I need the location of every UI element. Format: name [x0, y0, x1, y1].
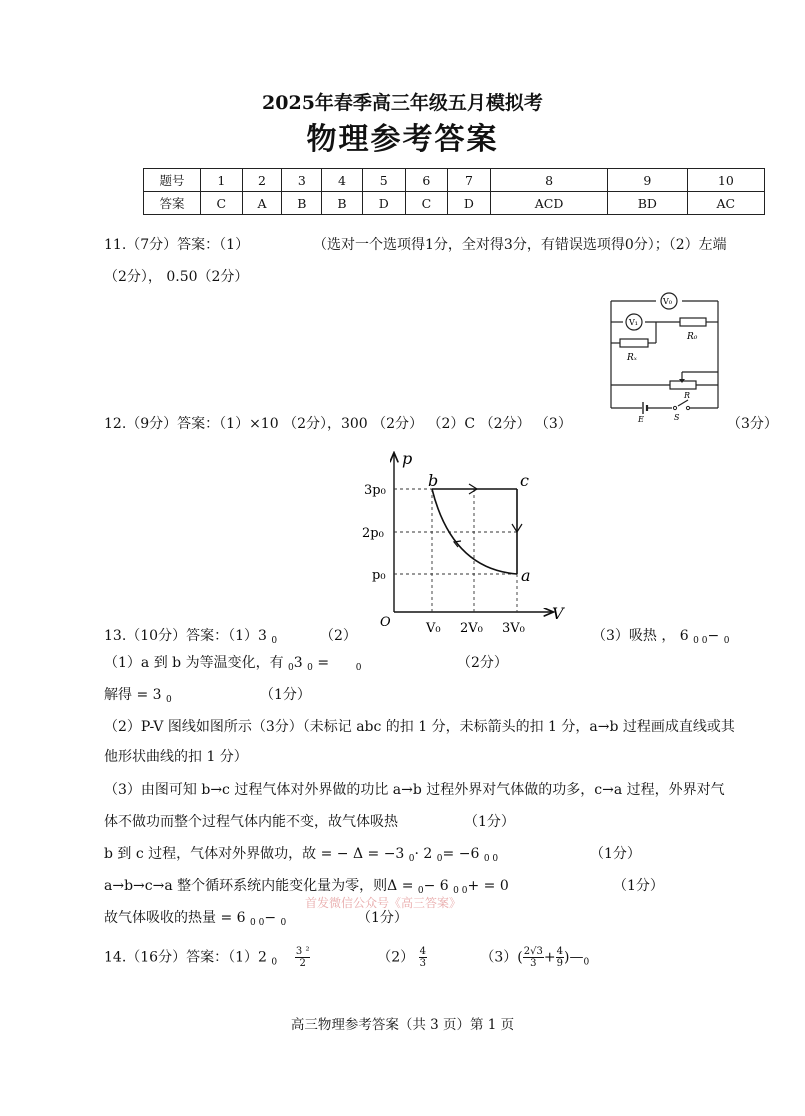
r0-label: R₀: [687, 332, 698, 342]
q13-line8: b 到 c 过程，气体对外界做功，故 = − Δ = −3 $_0$· 2 $_0$= −6 $_{0 0}$: [104, 846, 499, 864]
q13-line6: （3）由图可知 b→c 过程气体对外界做的功比 a→b 过程外界对气体做的功多，c→a 过程，外界对气: [104, 782, 725, 798]
s-label: S: [674, 413, 680, 422]
v0-label: V₀: [663, 297, 672, 306]
q13-line3-score: （1分）: [260, 687, 311, 703]
q13-line7: 体不做功而整个过程气体内能不变，故气体吸热: [104, 814, 398, 830]
q14-fraction-1: $\frac{\text{3 ²}}{2}$: [295, 946, 310, 969]
q11-line1-b: （选对一个选项得1分，全对得3分，有错误选项得0分）；（2）左端: [313, 237, 727, 253]
x-tick-v0: V₀: [426, 621, 441, 636]
point-b-label: b: [428, 471, 439, 490]
q13-line2-score: （2分）: [457, 655, 508, 671]
table-row: [144, 192, 765, 215]
table-cell: C: [201, 192, 243, 215]
q14-fraction-3: $\frac{2√3}{3}$: [523, 946, 543, 969]
table-cell: 4: [322, 169, 362, 192]
table-cell: D: [447, 192, 490, 215]
title-line-2: 物理参考答案: [306, 122, 499, 157]
pv-graph: [352, 444, 577, 639]
q13-line2: （1）a 到 b 为等温变化，有 $_0$3 $_0$ = $_0$: [104, 655, 362, 673]
point-c-label: c: [520, 471, 529, 490]
rheostat-icon: [670, 381, 696, 389]
table-cell: 9: [607, 169, 687, 192]
q13-line10: 故气体吸收的热量 = 6 $_{0 0}$− $_0$: [104, 910, 287, 928]
x-tick-3v0: 3V₀: [502, 621, 525, 636]
table-header-number: 题号: [144, 169, 201, 192]
table-row: [144, 169, 765, 192]
q13-line3: 解得 = 3 $_0$: [104, 687, 172, 705]
q14-fraction-2: $\frac{4}{3}$: [419, 946, 426, 969]
origin-label: O: [380, 615, 391, 630]
table-cell: 8: [491, 169, 608, 192]
q13-line1-c: （3）吸热 ， 6 $_{0 0}$− $_0$: [592, 628, 730, 646]
table-cell: B: [322, 192, 362, 215]
y-tick-3p0: 3p₀: [364, 483, 386, 498]
circuit-diagram: [598, 286, 728, 426]
page-footer: 高三物理参考答案（共 3 页）第 1 页: [290, 1017, 515, 1033]
y-tick-p0: p₀: [372, 568, 386, 583]
q14-fraction-4: $\frac{4}{9}$: [556, 946, 563, 969]
v1-label: V₁: [629, 318, 638, 327]
grid-lines: [394, 489, 517, 612]
table-cell: A: [242, 192, 282, 215]
y-tick-2p0: 2p₀: [362, 526, 384, 541]
y-axis-label: p: [402, 449, 413, 468]
table-cell: 2: [242, 169, 282, 192]
table-cell: 6: [406, 169, 448, 192]
q13-line10-score: （1分）: [357, 910, 408, 926]
switch-icon: [673, 406, 676, 409]
table-header-answer: 答案: [144, 192, 201, 215]
table-cell: D: [362, 192, 405, 215]
q13-line7-score: （1分）: [464, 814, 515, 830]
watermark: 首发微信公众号《高三答案》: [305, 896, 462, 910]
resistor-rx-icon: [620, 339, 648, 347]
answer-table: [143, 168, 765, 215]
q13-line1-a: 13.（10分）答案：（1）3 $_0$: [104, 628, 278, 646]
table-cell: AC: [687, 192, 764, 215]
q12-line-a: 12.（9分）答案：（1）×10 （2分），300 （2分） （2）C （2分） （3）: [104, 416, 572, 432]
table-cell: C: [406, 192, 448, 215]
table-cell: BD: [607, 192, 687, 215]
q12-line-b: （3分）: [727, 416, 778, 432]
table-cell: 10: [687, 169, 764, 192]
table-cell: 5: [362, 169, 405, 192]
table-cell: 3: [282, 169, 322, 192]
point-a-label: a: [521, 566, 531, 585]
r-label: R: [684, 391, 691, 400]
table-cell: B: [282, 192, 322, 215]
q13-line9: a→b→c→a 整个循环系统内能变化量为零，则Δ = $_0$− 6 $_{0 0}$+ = 0: [104, 878, 509, 896]
q14-line: 14.（16分）答案：（1）2 $_0$ $\frac{\text{3 ²}}{2}$ （2） $\frac{4}{3}$ （3）( $\frac{2√3}{3}$ + $\frac{4}{9}$ )$—_0$: [104, 946, 590, 969]
table-cell: 1: [201, 169, 243, 192]
rx-label: Rₓ: [627, 353, 637, 363]
q13-line8-score: （1分）: [590, 846, 641, 862]
x-tick-2v0: 2V₀: [460, 621, 483, 636]
table-cell: ACD: [491, 192, 608, 215]
x-axis-label: V: [552, 604, 564, 623]
q13-line9-score: （1分）: [613, 878, 664, 894]
q13-line4: （2）P-V 图线如图所示（3分）（未标记 abc 的扣 1 分，未标箭头的扣 1 分，a→b 过程画成直线或其: [104, 719, 735, 735]
resistor-r0-icon: [680, 318, 706, 326]
title-line-1: 2025年春季高三年级五月模拟考: [262, 92, 543, 114]
q13-line5: 他形状曲线的扣 1 分）: [104, 749, 248, 765]
q11-line1-a: 11.（7分）答案：（1）: [104, 237, 250, 253]
table-cell: 7: [447, 169, 490, 192]
q13-line1-b: （2）: [320, 628, 357, 644]
e-label: E: [638, 415, 644, 424]
q11-line2: （2分）， 0.50（2分）: [104, 269, 249, 285]
process-a-to-b: [432, 489, 517, 574]
